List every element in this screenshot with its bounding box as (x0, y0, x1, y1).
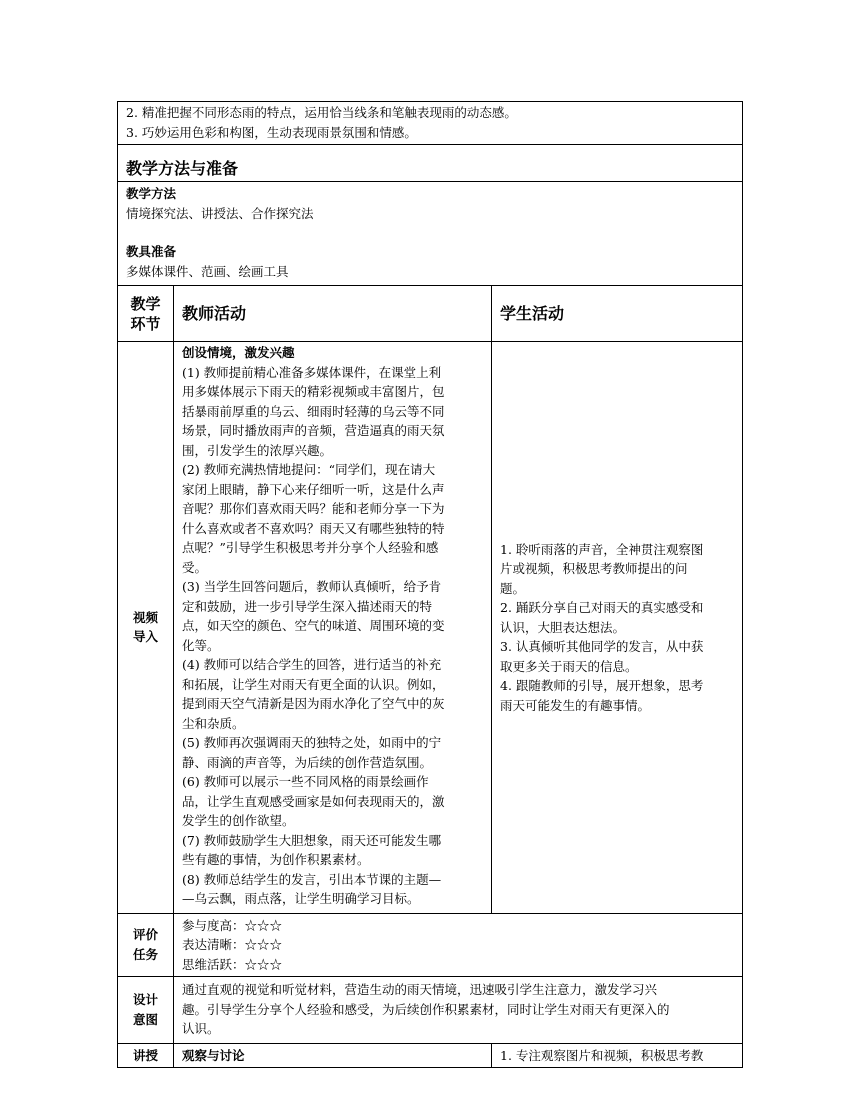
teacher-activity-line: (6) 教师可以展示一些不同风格的雨景绘画作 (182, 774, 429, 789)
stage-header: 教学 环节 (130, 294, 161, 333)
student-activity-line: 题。 (500, 580, 526, 596)
teacher-header: 教师活动 (182, 303, 247, 323)
intro-stage: 视频 导入 (132, 609, 158, 645)
teacher-activity-line: 家闭上眼睛，静下心来仔细听一听，这是什么声 (182, 481, 445, 497)
student-activity-line: 4. 跟随教师的引导，展开想象，思考 (500, 678, 704, 693)
intro-title: 创设情境，激发兴趣 (182, 345, 295, 360)
teacher-activity-line: 和拓展，让学生对雨天有更全面的认识。例如， (182, 676, 445, 692)
objective-3: 3. 巧妙运用色彩和构图，生动表现雨景氛围和情感。 (126, 124, 417, 140)
teacher-activity-line: 场景，同时播放雨声的音频，营造逼真的雨天氛 (182, 423, 445, 438)
student-activity-line: 3. 认真倾听其他同学的发言，从中获 (500, 639, 704, 654)
objective-2: 2. 精准把握不同形态雨的特点，运用恰当线条和笔触表现雨的动态感。 (126, 105, 517, 120)
teacher-activity-line: 括暴雨前厚重的乌云、细雨时轻薄的乌云等不同 (182, 403, 445, 419)
lecture-row (118, 1043, 743, 1068)
student-header: 学生活动 (500, 303, 565, 323)
teacher-activity-line: 音呢？那你们喜欢雨天吗？能和老师分享一下为 (182, 501, 445, 516)
teacher-activity-line: (5) 教师再次强调雨天的独特之处，如雨中的宁 (182, 735, 442, 750)
teacher-activity-line: —乌云飘，雨点落，让学生明确学习目标。 (182, 891, 420, 906)
design-line-1: 通过直观的视觉和听觉材料，营造生动的雨天情境，迅速吸引学生注意力，激发学习兴 (182, 982, 658, 997)
intro-row (118, 342, 743, 914)
eval-item-2: 表达清晰：☆☆☆ (182, 937, 283, 952)
teacher-activity-line: (2) 教师充满热情地提问：“同学们，现在请大 (182, 462, 436, 477)
lecture-title: 观察与讨论 (182, 1047, 245, 1063)
student-activity-line: 取更多关于雨天的信息。 (500, 658, 638, 674)
teacher-activity-line: 提到雨天空气清新是因为雨水净化了空气中的灰 (182, 696, 445, 711)
student-activity-line: 认识，大胆表达想法。 (500, 619, 626, 635)
teacher-activity-line: 围，引发学生的浓厚兴趣。 (182, 442, 333, 458)
design-line-2: 趣。引导学生分享个人经验和感受，为后续创作积累素材，同时让学生对雨天有更深入的 (182, 1001, 670, 1017)
tools-text: 多媒体课件、范画、绘画工具 (126, 263, 289, 279)
methods-row (118, 182, 743, 286)
intro-teacher-activity (182, 363, 483, 909)
methods-section-header (118, 145, 743, 182)
eval-row (118, 913, 743, 977)
tools-label: 教具准备 (126, 244, 177, 259)
teacher-activity-line: 受。 (182, 559, 208, 575)
eval-item-1: 参与度高：☆☆☆ (182, 917, 283, 933)
intro-student-activity (500, 540, 734, 716)
teacher-activity-line: 化等。 (182, 637, 220, 653)
design-stage: 设计 意图 (132, 992, 158, 1027)
teacher-activity-line: 发学生的创作欲望。 (182, 813, 295, 828)
teacher-activity-line: 尘和杂质。 (182, 715, 245, 731)
teacher-activity-line: 些有趣的事情，为创作积累素材。 (182, 852, 370, 867)
teacher-activity-line: 什么喜欢或者不喜欢吗？雨天又有哪些独特的特 (182, 520, 445, 536)
lecture-stage: 讲授 (132, 1047, 158, 1063)
teacher-activity-line: (7) 教师鼓励学生大胆想象，雨天还可能发生哪 (182, 832, 442, 848)
student-activity-line: 片或视频，积极思考教师提出的问 (500, 561, 688, 576)
design-line-3: 认识。 (182, 1021, 220, 1036)
student-activity-line: 雨天可能发生的有趣事情。 (500, 697, 651, 713)
lecture-student-line: 1. 专注观察图片和视频，积极思考教 (500, 1047, 704, 1063)
teacher-activity-line: 用多媒体展示下雨天的精彩视频或丰富图片，包 (182, 384, 445, 399)
teacher-activity-line: 点，如天空的颜色、空气的味道、周围环境的变 (182, 618, 445, 633)
teacher-activity-line: 静、雨滴的声音等，为后续的创作营造氛围。 (182, 754, 433, 770)
section-title: 教学方法与准备 (126, 159, 239, 178)
teacher-activity-line: 点呢？”引导学生积极思考并分享个人经验和感 (182, 540, 439, 555)
teacher-activity-line: 品，让学生直观感受画家是如何表现雨天的，激 (182, 793, 445, 809)
lesson-plan-table (117, 101, 742, 1068)
objectives-row (118, 102, 743, 145)
column-header-row (118, 286, 743, 342)
teacher-activity-line: (8) 教师总结学生的发言，引出本节课的主题— (182, 871, 442, 887)
teacher-activity-line: 定和鼓励，进一步引导学生深入描述雨天的特 (182, 598, 433, 614)
student-activity-line: 1. 聆听雨落的声音，全神贯注观察图 (500, 541, 704, 557)
student-activity-line: 2. 踊跃分享自己对雨天的真实感受和 (500, 600, 704, 615)
methods-text: 情境探究法、讲授法、合作探究法 (126, 205, 314, 221)
teacher-activity-line: (3) 当学生回答问题后，教师认真倾听，给予肯 (182, 579, 442, 594)
eval-stage: 评价 任务 (132, 927, 158, 962)
teacher-activity-line: (1) 教师提前精心准备多媒体课件，在课堂上利 (182, 364, 442, 380)
eval-item-3: 思维活跃：☆☆☆ (182, 956, 283, 972)
teacher-activity-line: (4) 教师可以结合学生的回答，进行适当的补充 (182, 657, 442, 672)
methods-label: 教学方法 (126, 186, 177, 201)
design-row (118, 977, 743, 1044)
